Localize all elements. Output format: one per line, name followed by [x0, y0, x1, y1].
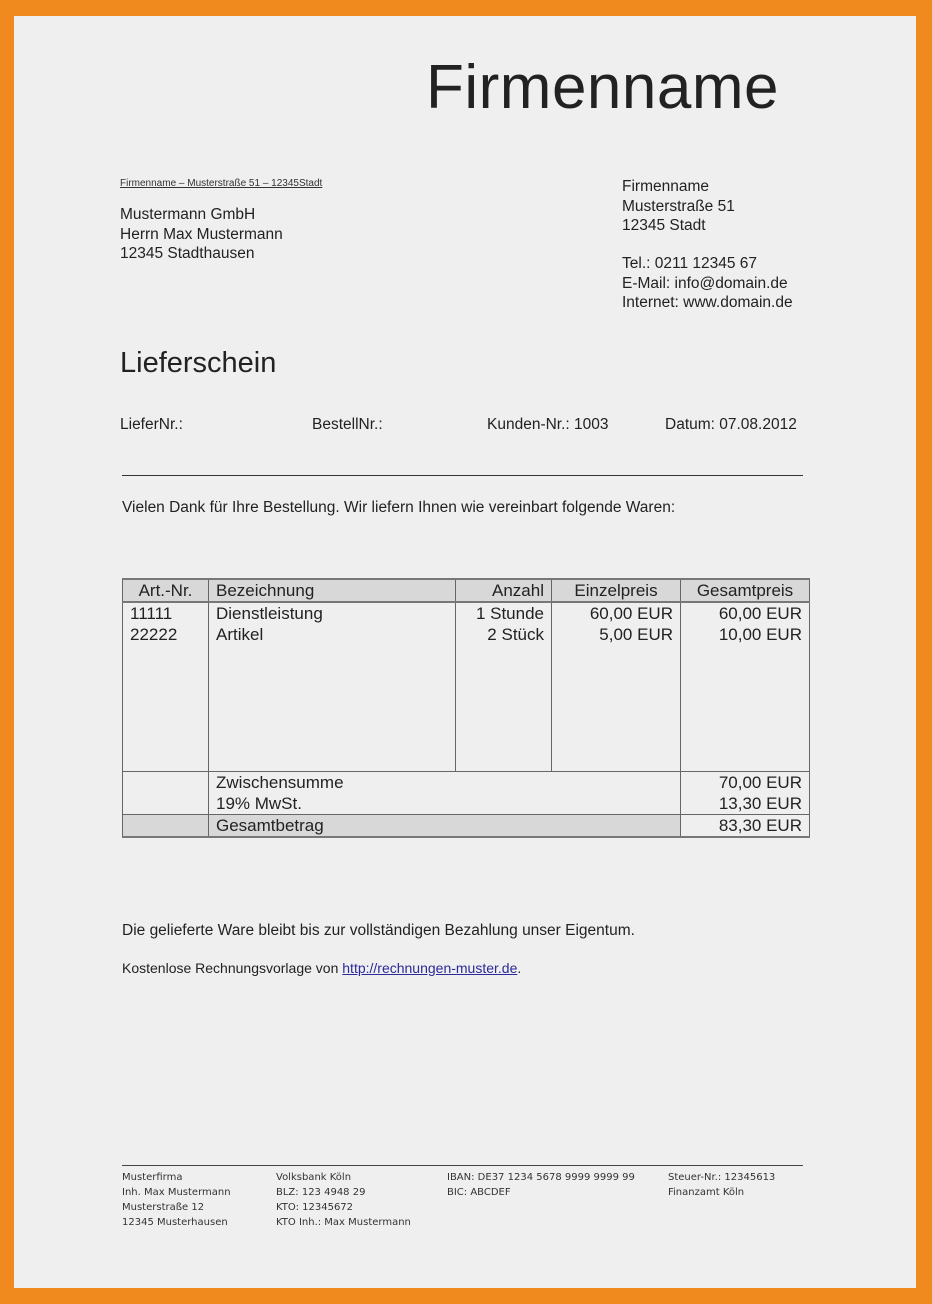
- footer-divider: [122, 1165, 803, 1166]
- template-link[interactable]: http://rechnungen-muster.de: [342, 960, 518, 976]
- delivery-number-label: LieferNr.:: [120, 416, 183, 433]
- column-header-gesamtpreis: Gesamtpreis: [681, 579, 810, 602]
- recipient-line: Herrn Max Mustermann: [120, 225, 283, 243]
- footer-line: BIC: ABCDEF: [447, 1187, 511, 1198]
- sender-contact: [622, 254, 793, 313]
- column-header-art-nr: Art.-Nr.: [123, 579, 209, 602]
- footer-line: Finanzamt Köln: [668, 1187, 745, 1198]
- template-credit-suffix: .: [517, 960, 522, 976]
- table-row: [123, 602, 810, 624]
- total-label: Gesamtbetrag: [209, 815, 681, 838]
- cell-art-nr: 11111: [123, 602, 209, 624]
- phone-line: Tel.: 0211 12345 67: [622, 255, 758, 272]
- document-page: [14, 16, 916, 1288]
- column-header-einzelpreis: Einzelpreis: [552, 579, 681, 602]
- recipient-line: Mustermann GmbH: [120, 206, 256, 223]
- table-row: [123, 624, 810, 645]
- sender-address-line: 12345 Stadt: [622, 217, 706, 234]
- cell-gesamtpreis: 60,00 EUR: [681, 602, 810, 624]
- ownership-note: Die gelieferte Ware bleibt bis zur vollständigen Bezahlung unser Eigentum.: [122, 922, 635, 939]
- footer-line: 12345 Musterhausen: [122, 1217, 228, 1228]
- cell-bezeichnung: Artikel: [209, 624, 456, 645]
- cell-anzahl: 1 Stunde: [456, 602, 552, 624]
- footer-tax: [668, 1170, 775, 1200]
- recipient-address: [120, 205, 283, 264]
- sender-address: [622, 177, 735, 236]
- footer-line: KTO: 12345672: [276, 1202, 354, 1213]
- footer-line: Steuer-Nr.: 12345613: [668, 1172, 776, 1183]
- cell-art-nr: 22222: [123, 624, 209, 645]
- order-number-label: BestellNr.:: [312, 416, 383, 433]
- cell-anzahl: 2 Stück: [456, 624, 552, 645]
- tax-row: [123, 793, 810, 815]
- customer-number: Kunden-Nr.: 1003: [487, 416, 609, 433]
- document-date: Datum: 07.08.2012: [665, 416, 797, 433]
- recipient-line: 12345 Stadthausen: [120, 245, 255, 262]
- intro-text: Vielen Dank für Ihre Bestellung. Wir liefern Ihnen wie vereinbart folgende Waren:: [122, 499, 676, 516]
- items-table: [122, 578, 810, 838]
- sender-address-line: Musterstraße 51: [622, 197, 735, 215]
- footer-line: Musterstraße 12: [122, 1202, 205, 1213]
- sender-address-line: Firmenname: [622, 178, 709, 195]
- footer-bank: [276, 1170, 411, 1230]
- cell-einzelpreis: 5,00 EUR: [552, 624, 681, 645]
- column-header-bezeichnung: Bezeichnung: [209, 579, 456, 602]
- footer-line: Inh. Max Mustermann: [122, 1187, 231, 1198]
- website-line: Internet: www.domain.de: [622, 294, 793, 311]
- footer-line: Musterfirma: [122, 1172, 183, 1183]
- footer-line: Volksbank Köln: [276, 1172, 352, 1183]
- total-value: 83,30 EUR: [681, 815, 810, 838]
- cell-gesamtpreis: 10,00 EUR: [681, 624, 810, 645]
- subtotal-value: 70,00 EUR: [681, 772, 810, 794]
- footer-line: BLZ: 123 4948 29: [276, 1187, 366, 1198]
- column-header-anzahl: Anzahl: [456, 579, 552, 602]
- footer-iban: [447, 1170, 635, 1200]
- cell-einzelpreis: 60,00 EUR: [552, 602, 681, 624]
- template-credit-text: Kostenlose Rechnungsvorlage von: [122, 960, 343, 976]
- template-credit: [122, 960, 521, 976]
- total-row: [123, 815, 810, 838]
- subtotal-row: [123, 772, 810, 794]
- divider-line: [122, 475, 803, 476]
- document-title: Lieferschein: [120, 347, 277, 379]
- footer-line: KTO Inh.: Max Mustermann: [276, 1217, 411, 1228]
- table-header-row: [123, 579, 810, 602]
- sender-return-line: Firmenname – Musterstraße 51 – 12345Stadt: [120, 178, 323, 189]
- subtotal-label: Zwischensumme: [209, 772, 681, 794]
- company-name: Firmenname: [426, 53, 779, 122]
- email-line: E-Mail: info@domain.de: [622, 274, 788, 292]
- footer-line: IBAN: DE37 1234 5678 9999 9999 99: [447, 1172, 635, 1183]
- footer-company: [122, 1170, 231, 1230]
- tax-value: 13,30 EUR: [681, 793, 810, 815]
- cell-bezeichnung: Dienstleistung: [209, 602, 456, 624]
- table-empty-space: [123, 645, 810, 772]
- tax-label: 19% MwSt.: [209, 793, 681, 815]
